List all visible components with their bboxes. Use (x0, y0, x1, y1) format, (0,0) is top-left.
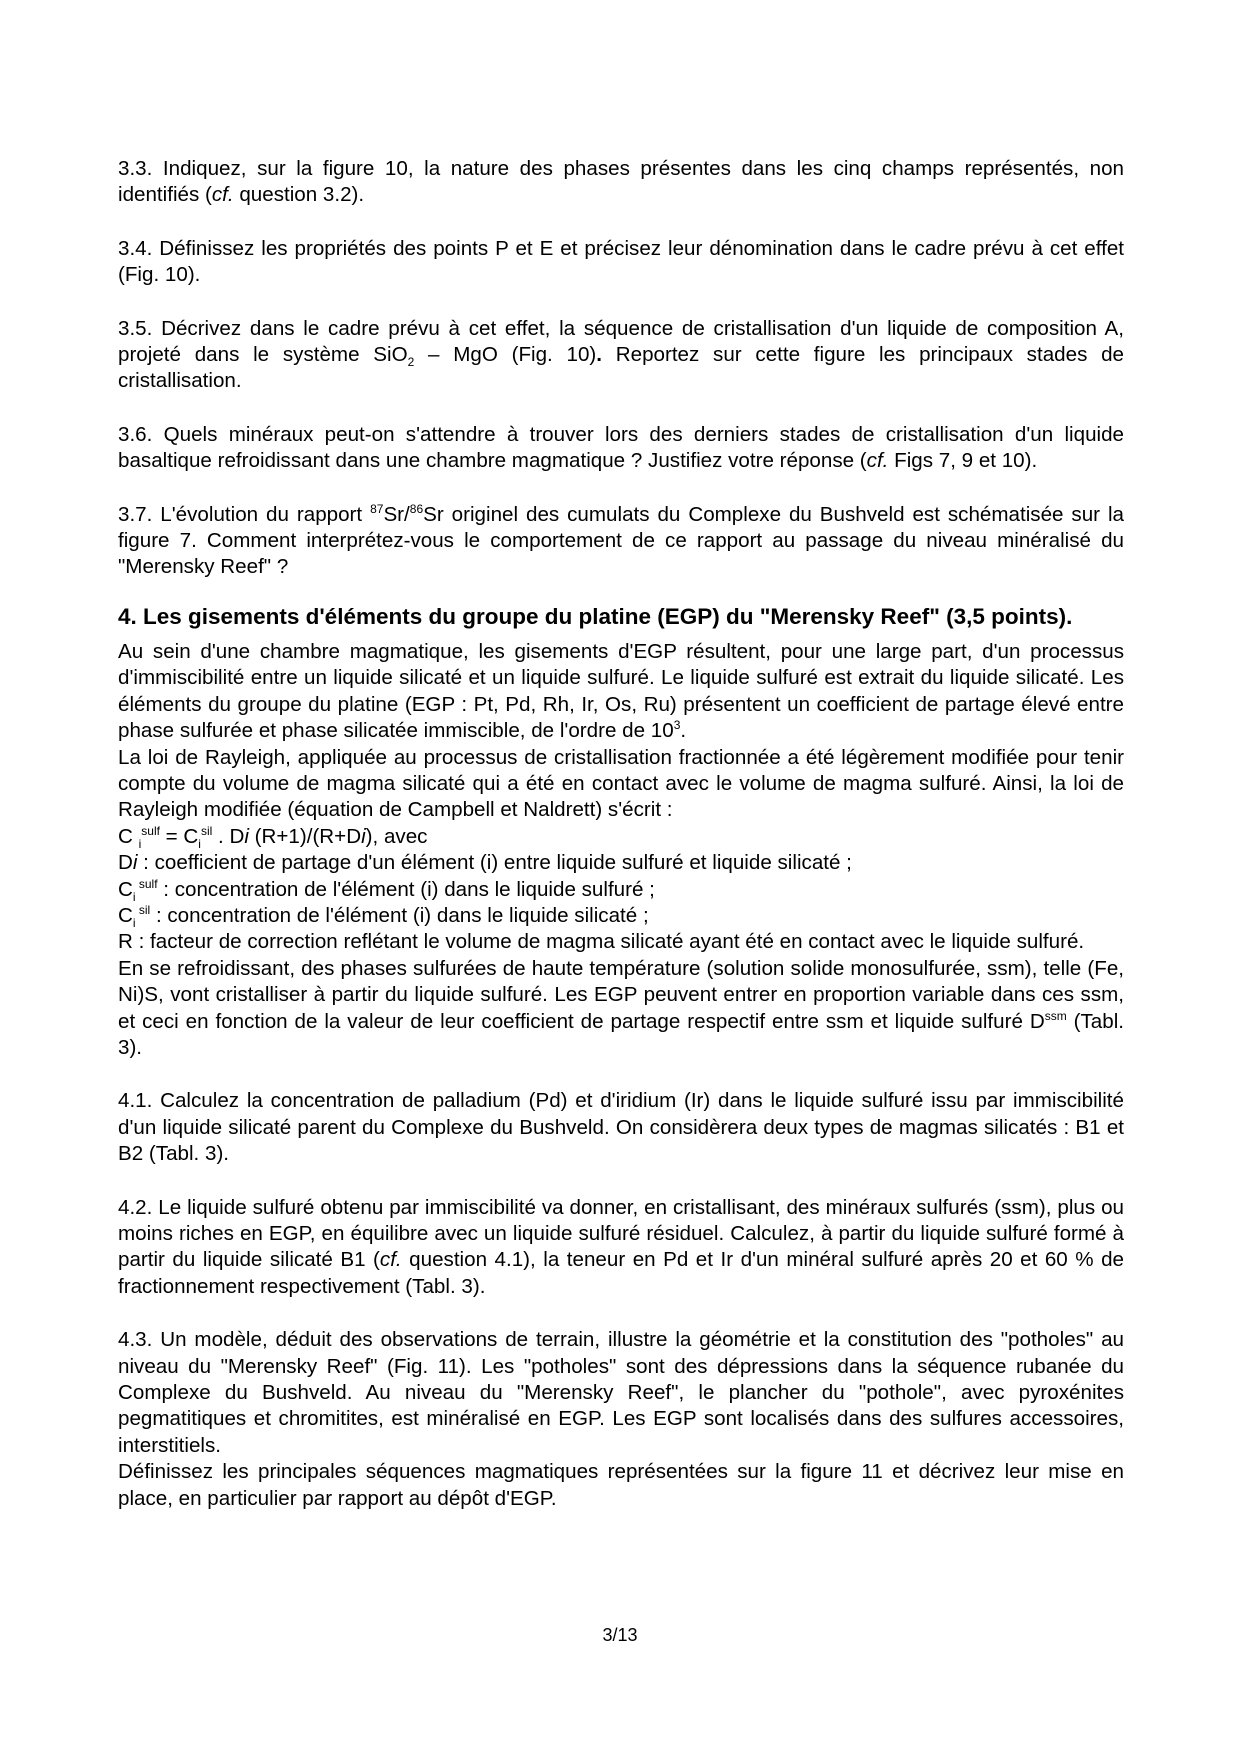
q42-text: 4.2. Le liquide sulfuré obtenu par immiscibilité va donner, en cristallisant, des minéraux sulfurés (ssm), plus ou moins riches en EGP, en équilibre avec un liquide sulfuré résiduel. Calculez, à partir du liquide sulfuré formé à partir du liquide silicaté B1 ( (118, 1195, 1124, 1272)
q42-text-end: question 4.1), la teneur en Pd et Ir d'un minéral sulfuré après 20 et 60 % de fractionnement respectivement (Tabl. 3). (118, 1248, 1124, 1298)
question-3-5 (118, 316, 1124, 395)
def-csil-letter: C (118, 903, 133, 927)
eq-mid: (R+1)/(R+D (248, 824, 362, 848)
q35-subscript: 2 (407, 355, 415, 370)
page-content (118, 156, 1124, 1512)
cooling-sup-ssm: ssm (1044, 1008, 1067, 1023)
definition-di (118, 850, 1124, 876)
rayleigh-paragraph: La loi de Rayleigh, appliquée au processus de cristallisation fractionnée a été légèrement modifiée pour tenir compte du volume de magma silicaté qui a été en contact avec le volume de magma sulfuré. Ainsi, la loi de Rayleigh modifiée (équation de Campbell et Naldrett) s'écrit : (118, 745, 1124, 822)
eq-sub-i: i (138, 836, 142, 851)
eq-c: C (118, 824, 139, 848)
def-csulf-sub: i (132, 889, 136, 904)
question-3-7 (118, 502, 1124, 581)
q36-cf: cf. (866, 449, 889, 473)
q37-sup-86: 86 (409, 501, 424, 516)
def-d-text: : coefficient de partage d'un élément (i) entre liquide sulfuré et liquide silicaté ; (137, 851, 852, 875)
eq-d: . D (212, 824, 245, 848)
question-4-1: 4.1. Calculez la concentration de palladium (Pd) et d'iridium (Ir) dans le liquide sulfuré issu par immiscibilité d'un liquide silicaté parent du Complexe du Bushveld. On considèrera deux types de magmas silicatés : B1 et B2 (Tabl. 3). (118, 1089, 1124, 1166)
def-csil-sub: i (132, 916, 136, 931)
q33-text-end: question 3.2). (233, 183, 365, 207)
cooling-paragraph (118, 956, 1124, 1062)
question-4-3-task: Définissez les principales séquences magmatiques représentées sur la figure 11 et décrivez leur mise en place, en particulier par rapport au dépôt d'EGP. (118, 1460, 1124, 1510)
q37-text-end: Sr originel des cumulats du Complexe du Bushveld est schématisée sur la figure 7. Comment interprétez-vous le comportement de ce rapport au passage du niveau minéralisé du "Merensky Reef" ? (118, 502, 1124, 579)
question-3-3 (118, 156, 1124, 209)
eq-sup-sulf: sulf (141, 823, 160, 838)
eq-italic-i: i (244, 824, 249, 848)
question-3-6 (118, 422, 1124, 475)
def-csulf-letter: C (118, 877, 133, 901)
q35-text: 3.5. Décrivez dans le cadre prévu à cet effet, la séquence de cristallisation d'un liquide de composition A, projeté dans le système SiO (118, 316, 1124, 367)
rayleigh-equation (118, 824, 1124, 850)
q37-sup-87: 87 (370, 501, 384, 516)
cooling-text: En se refroidissant, des phases sulfurées de haute température (solution solide monosulfurée, ssm), telle (Fe, Ni)S, vont cristalliser à partir du liquide sulfuré. Les EGP peuvent entrer en proportion variable dans ces ssm, et ceci en fonction de la valeur de leur coefficient de partage respectif entre ssm et liquide sulfuré D (118, 956, 1124, 1033)
definition-c-sulf (118, 877, 1124, 903)
eq-italic-i2: i (361, 824, 366, 848)
intro-sup: 3 (673, 718, 681, 733)
q36-text-end: Figs 7, 9 et 10). (888, 449, 1038, 473)
q33-text: 3.3. Indiquez, sur la figure 10, la nature des phases présentes dans les cinq champs représentés, non identifiés ( (118, 157, 1124, 207)
def-d-letter: D (118, 851, 133, 875)
section-4-intro (118, 639, 1124, 745)
section-4-heading: 4. Les gisements d'éléments du groupe du platine (EGP) du "Merensky Reef" (3,5 points). (118, 603, 1073, 629)
def-csil-sup: sil (135, 903, 151, 918)
eq-sup-sil: sil (200, 823, 213, 838)
definition-c-sil (118, 903, 1124, 929)
q35-bold-dot: . (596, 343, 603, 367)
def-d-italic: i (132, 851, 138, 875)
intro-end: . (680, 719, 687, 743)
q35-text-end: Reportez sur cette figure les principaux stades de cristallisation. (118, 343, 1125, 393)
def-csulf-sup: sulf (135, 876, 158, 891)
q33-cf: cf. (211, 183, 234, 207)
eq-sub-i2: i (198, 836, 201, 851)
question-4-2 (118, 1195, 1124, 1301)
q35-text-mid: – MgO (Fig. 10) (414, 343, 597, 367)
intro-text: Au sein d'une chambre magmatique, les gisements d'EGP résultent, pour une large part, d'un processus d'immiscibilité entre un liquide silicaté et un liquide sulfuré. Le liquide sulfuré est extrait du liquide silicaté. Les éléments du groupe du platine (EGP : Pt, Pd, Rh, Ir, Os, Ru) présentent un coefficient de partage élevé entre phase sulfurée et phase silicatée immiscible, de l'ordre de 10 (118, 639, 1124, 743)
q37-text-sr: Sr/ (383, 502, 410, 526)
question-3-4: 3.4. Définissez les propriétés des points P et E et précisez leur dénomination dans le cadre prévu à cet effet (Fig. 10). (118, 236, 1124, 287)
eq-end: ), avec (365, 824, 428, 848)
q37-text: 3.7. L'évolution du rapport (118, 502, 371, 526)
def-csil-text: : concentration de l'élément (i) dans le liquide silicaté ; (150, 903, 649, 927)
question-4-3: 4.3. Un modèle, déduit des observations de terrain, illustre la géométrie et la constitution des "potholes" au niveau du "Merensky Reef" (Fig. 11). Les "potholes" sont des dépressions dans la séquence rubanée du Complexe du Bushveld. Au niveau du "Merensky Reef", le plancher du "pothole", avec pyroxénites pegmatitiques et chromitites, est minéralisé en EGP. Les EGP sont localisés dans des sulfures accessoires, interstitiels. (118, 1328, 1124, 1457)
definition-r: R : facteur de correction reflétant le volume de magma silicaté ayant été en contact avec le liquide sulfuré. (118, 930, 1085, 954)
q36-text: 3.6. Quels minéraux peut-on s'attendre à trouver lors des derniers stades de cristallisation d'un liquide basaltique refroidissant dans une chambre magmatique ? Justifiez votre réponse ( (118, 422, 1124, 473)
cooling-end: (Tabl. 3). (118, 1009, 1124, 1059)
def-csulf-text: : concentration de l'élément (i) dans le liquide sulfuré ; (157, 877, 655, 901)
eq-equals: = C (159, 824, 199, 848)
q42-cf: cf. (379, 1248, 402, 1272)
page-number: 3/13 (602, 1625, 638, 1645)
